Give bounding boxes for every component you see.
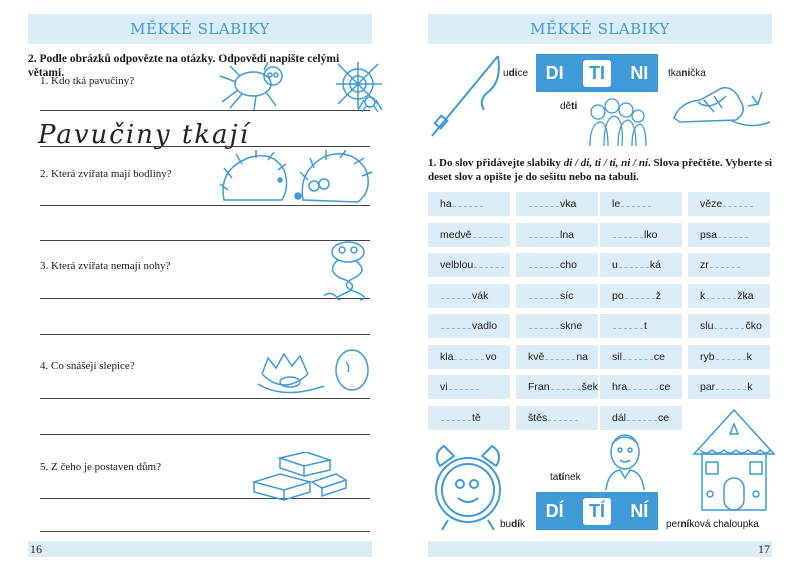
syllable-ti-long: TÍ [583, 498, 611, 525]
syllable-blank[interactable] [473, 227, 487, 238]
syllable-blank[interactable] [457, 288, 471, 299]
word-prefix: k [700, 289, 706, 302]
syllable-blank[interactable] [625, 288, 639, 299]
word-udice: udice [503, 68, 529, 79]
syllable-blank[interactable] [734, 227, 748, 238]
word-prefix: le [612, 198, 621, 210]
grid-cell[interactable] [516, 375, 598, 399]
word-pernikova-chaloupka: perníková chaloupka [666, 519, 759, 530]
hedgehog-illustration [218, 150, 378, 208]
word-suffix: ká [649, 259, 661, 271]
word-prefix: hra [612, 381, 628, 393]
syllable-blank[interactable] [548, 410, 562, 421]
syllable-blank[interactable] [441, 410, 455, 421]
syllable-box-short [536, 54, 658, 92]
grid-cell[interactable] [428, 284, 510, 308]
syllable-blank[interactable] [635, 257, 649, 268]
word-suffix: síc [560, 289, 574, 302]
syllable-blank[interactable] [716, 349, 730, 360]
question-5: 5. Z čeho je postaven dům? [40, 461, 161, 473]
syllable-di-long: DÍ [545, 500, 564, 521]
word-prefix: Fran [528, 381, 550, 393]
syllable-blank[interactable] [529, 288, 543, 299]
alarm-clock-illustration [428, 434, 508, 534]
word-prefix: dál [612, 411, 627, 424]
syllable-blank[interactable] [619, 257, 633, 268]
bricks-illustration [250, 452, 350, 502]
syllable-blank[interactable] [545, 349, 559, 360]
question-1: 1. Kdo tká pavučiny? [40, 75, 135, 87]
syllable-blank[interactable] [613, 318, 627, 329]
syllable-blank[interactable] [529, 196, 543, 207]
writing-line [40, 146, 370, 147]
fishing-rod-illustration [428, 52, 508, 140]
grid-cell[interactable] [600, 406, 682, 430]
grid-cell[interactable] [600, 192, 682, 216]
grid-cell[interactable] [428, 223, 510, 247]
question-3: 3. Která zvířata nemají nohy? [40, 260, 171, 272]
grid-cell[interactable] [428, 406, 510, 430]
page-footer [428, 541, 772, 557]
grid-cell[interactable] [516, 284, 598, 308]
grid-cell[interactable] [688, 192, 770, 216]
page-number: 16 [30, 542, 42, 556]
grid-cell[interactable] [688, 284, 770, 308]
grid-cell[interactable] [428, 192, 510, 216]
word-prefix: kvě [528, 350, 545, 363]
word-suffix: lko [644, 228, 658, 241]
right-page [400, 0, 800, 567]
syllable-blank[interactable] [545, 227, 559, 238]
word-suffix: t [644, 320, 647, 332]
word-suffix: vka [560, 198, 577, 210]
grid-cell[interactable] [516, 192, 598, 216]
word-prefix: ryb [700, 350, 715, 363]
question-2: 2. Která zvířata mají bodliny? [40, 168, 172, 180]
word-prefix: sil [612, 350, 622, 363]
exercise-instruction: 2. Podle obrázků odpovězte na otázky. Odpovědi napište celými větami. [28, 53, 340, 79]
syllable-blank[interactable] [623, 349, 637, 360]
syllable-blank[interactable] [722, 288, 736, 299]
page-footer [28, 541, 372, 557]
word-prefix: věze [700, 198, 723, 210]
grid-cell[interactable] [688, 253, 770, 277]
word-suffix: cho [560, 259, 577, 271]
syllable-blank[interactable] [474, 257, 488, 268]
word-prefix: zr [700, 259, 709, 271]
word-budik: budík [500, 519, 526, 530]
word-suffix: ce [658, 411, 670, 424]
syllable-blank[interactable] [457, 318, 471, 329]
syllable-blank[interactable] [489, 227, 503, 238]
word-prefix: vi [440, 381, 448, 393]
syllable-blank[interactable] [457, 410, 471, 421]
shoe-illustration [670, 82, 775, 134]
grid-cell[interactable] [516, 345, 598, 369]
syllable-blank[interactable] [551, 379, 565, 390]
syllable-blank[interactable] [529, 227, 543, 238]
syllable-blank[interactable] [710, 257, 724, 268]
syllable-blank[interactable] [730, 318, 744, 329]
syllable-blank[interactable] [453, 196, 467, 207]
syllable-blank[interactable] [629, 227, 643, 238]
grid-cell[interactable] [516, 314, 598, 338]
word-suffix: čko [745, 320, 762, 332]
grid-cell[interactable] [428, 253, 510, 277]
syllable-blank[interactable] [639, 349, 653, 360]
page-header [428, 14, 772, 44]
word-suffix: ce [653, 350, 666, 363]
syllable-blank[interactable] [564, 410, 578, 421]
syllable-blank[interactable] [732, 349, 746, 360]
word-suffix: žka [737, 289, 754, 302]
grid-cell[interactable] [428, 345, 510, 369]
word-suffix: k [746, 350, 752, 363]
word-suffix: ce [659, 381, 671, 393]
syllable-blank[interactable] [629, 318, 643, 329]
exercise-instruction: 1. Do slov přidávejte slabiky di / dí, ti / tí, ni / ní. Slova přečtěte. Vyberte si deset slov a opište je do sešitu nebo na tabuli. [428, 157, 773, 183]
syllable-blank[interactable] [644, 379, 658, 390]
syllable-blank[interactable] [714, 318, 728, 329]
word-suffix: vák [472, 289, 489, 302]
word-prefix: štěs [528, 411, 548, 424]
word-suffix: vo [485, 350, 497, 363]
grid-cell[interactable] [688, 223, 770, 247]
syllable-blank[interactable] [545, 196, 559, 207]
grid-cell[interactable] [688, 314, 770, 338]
word-prefix: slu [700, 320, 714, 332]
syllable-blank[interactable] [545, 288, 559, 299]
syllable-blank[interactable] [454, 349, 468, 360]
header-title: MĚKKÉ SLABIKY [530, 20, 670, 38]
word-suffix: vadlo [472, 320, 498, 332]
syllable-blank[interactable] [643, 410, 657, 421]
grid-cell[interactable] [600, 314, 682, 338]
sample-answer: Pavučiny tkají [38, 120, 250, 150]
grid-cell[interactable] [600, 375, 682, 399]
father-illustration [602, 430, 648, 490]
syllable-blank[interactable] [490, 257, 504, 268]
word-suffix: tě [472, 411, 481, 424]
grid-cell[interactable] [688, 345, 770, 369]
page-number: 17 [758, 542, 770, 556]
syllable-blank[interactable] [641, 288, 655, 299]
syllable-blank[interactable] [739, 196, 753, 207]
grid-cell[interactable] [516, 223, 598, 247]
syllable-ni: NI [630, 62, 649, 83]
word-suffix: lna [560, 228, 575, 241]
eggs-illustration [254, 344, 374, 396]
children-illustration [586, 96, 648, 148]
word-prefix: kla [440, 350, 454, 363]
syllable-blank[interactable] [723, 196, 737, 207]
grid-cell[interactable] [600, 223, 682, 247]
syllable-box-long [536, 492, 658, 530]
syllable-blank[interactable] [561, 349, 575, 360]
word-suffix: šek [581, 381, 598, 393]
syllable-blank[interactable] [716, 379, 730, 390]
syllable-blank[interactable] [621, 196, 635, 207]
page-header [28, 14, 372, 44]
word-prefix: psa [700, 228, 717, 241]
syllable-blank[interactable] [732, 379, 746, 390]
syllable-blank[interactable] [441, 288, 455, 299]
spider-illustration [218, 62, 388, 114]
word-tatinek: tatínek [550, 472, 581, 483]
word-prefix: po [612, 289, 624, 302]
grid-cell[interactable] [600, 284, 682, 308]
grid-cell[interactable] [600, 345, 682, 369]
syllable-di: DI [545, 62, 564, 83]
syllable-blank[interactable] [470, 349, 484, 360]
question-4: 4. Co snášejí slepice? [40, 360, 135, 372]
syllable-ni-long: NÍ [630, 500, 649, 521]
word-tkanicka: tkanička [668, 68, 706, 79]
word-suffix: skne [560, 320, 583, 332]
syllable-blank[interactable] [449, 379, 463, 390]
header-title: MĚKKÉ SLABIKY [130, 20, 270, 38]
word-suffix: na [576, 350, 589, 363]
syllable-blank[interactable] [545, 257, 559, 268]
syllable-blank[interactable] [637, 196, 651, 207]
word-suffix: k [747, 381, 753, 393]
syllable-blank[interactable] [529, 257, 543, 268]
grid-cell[interactable] [688, 375, 770, 399]
grid-cell[interactable] [428, 314, 510, 338]
word-suffix: ž [655, 289, 661, 302]
word-prefix: ha [440, 198, 452, 210]
writing-line [40, 434, 370, 435]
grid-cell[interactable] [516, 253, 598, 277]
snake-illustration [320, 240, 380, 302]
grid-cell[interactable] [600, 253, 682, 277]
grid-cell[interactable] [428, 375, 510, 399]
syllable-blank[interactable] [706, 288, 720, 299]
syllable-blank[interactable] [726, 257, 740, 268]
gingerbread-house-illustration [690, 404, 778, 514]
writing-line [40, 531, 370, 532]
word-prefix: velblou [440, 259, 474, 271]
syllable-blank[interactable] [529, 318, 543, 329]
syllable-blank[interactable] [613, 227, 627, 238]
syllable-blank[interactable] [718, 227, 732, 238]
writing-line [40, 398, 370, 399]
syllable-blank[interactable] [545, 318, 559, 329]
syllable-blank[interactable] [628, 379, 642, 390]
writing-line [40, 334, 370, 335]
syllable-blank[interactable] [441, 318, 455, 329]
word-deti: děti [560, 101, 578, 112]
syllable-blank[interactable] [567, 379, 581, 390]
word-prefix: u [612, 259, 618, 271]
syllable-blank[interactable] [469, 196, 483, 207]
syllable-blank[interactable] [627, 410, 641, 421]
syllable-blank[interactable] [465, 379, 479, 390]
word-prefix: medvě [440, 228, 472, 241]
word-prefix: par [700, 381, 716, 393]
grid-cell[interactable] [516, 406, 598, 430]
syllable-ti: TI [583, 60, 611, 87]
